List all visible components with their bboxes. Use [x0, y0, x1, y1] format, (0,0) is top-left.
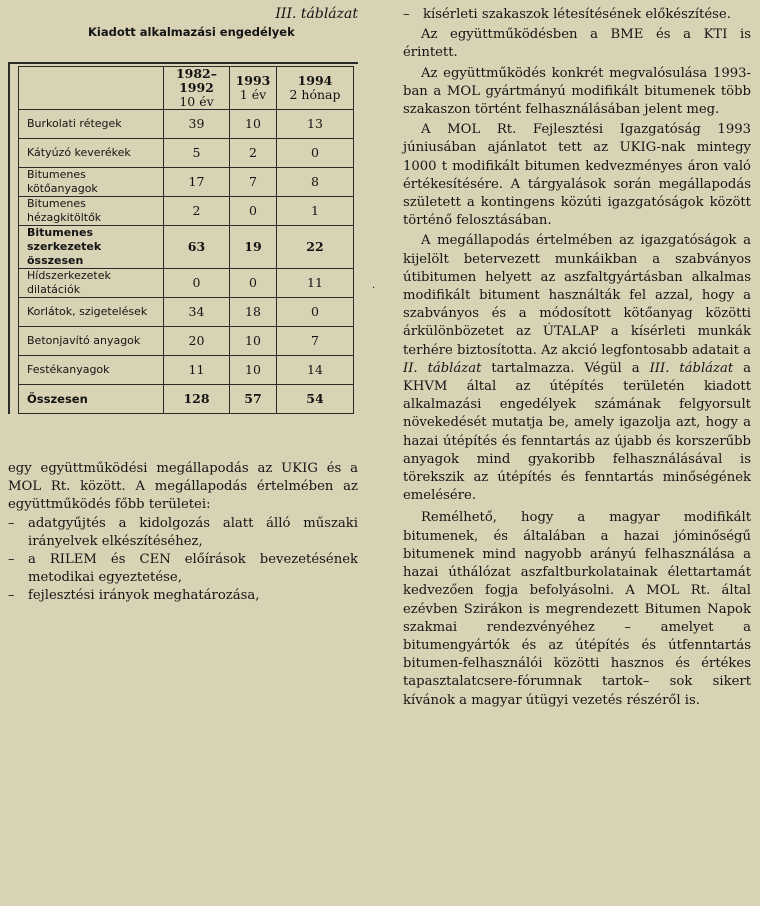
- cell-value: 0: [230, 269, 277, 298]
- cell-value: 5: [164, 139, 230, 168]
- cell-value: 13: [277, 110, 354, 139]
- intro-paragraph: egy együttműködési megállapodás az UKIG és a MOL Rt. között. A megállapodás értelmében az együttműködés főbb területei:: [8, 461, 358, 513]
- header-year: 1982–1992: [175, 66, 218, 95]
- cell-value: 10: [230, 110, 277, 139]
- cell-value: 22: [277, 226, 354, 269]
- paragraph: Remélhető, hogy a magyar modifikált bitumenek, és általában a hazai jóminőségű bitumenek mind nagyobb arányú felhasználása a hazai úthálózat aszfaltburkolatainak élettartamát kedvezően fogja befolyásolni. A MOL Rt. által ezévben Szirákon is megrendezett Bitumen Napok szakmai rendezvényéhez – amelyet a bitumengyártók és az útépítés és útfenntartás bitumen-felhasználói közötti hasznos és értékes tapasztalatcsere-fórumnak tartok– sok sikert kívánok a magyar útügyi vezetés részéről is.: [403, 510, 751, 708]
- table-row: [19, 139, 354, 168]
- table-reference: II. táblázat: [403, 360, 482, 376]
- table-body: [19, 110, 354, 414]
- cell-value: 0: [277, 298, 354, 327]
- cell-value: 0: [277, 139, 354, 168]
- cell-value: 63: [164, 226, 230, 269]
- header-col-1: [164, 67, 230, 110]
- cell-value: 34: [164, 298, 230, 327]
- list-item-text: kísérleti szakaszok létesítésének előkészítése.: [423, 7, 731, 22]
- list-item: – kísérleti szakaszok létesítésének előkészítése.: [403, 6, 751, 24]
- list-item: – adatgyűjtés a kidolgozás alatt álló műszaki irányelvek elkészítéséhez,: [8, 515, 358, 551]
- table-row: [19, 356, 354, 385]
- cell-value: 19: [230, 226, 277, 269]
- row-label: Bitumenes kötőanyagok: [19, 168, 164, 197]
- row-label: Összesen: [19, 385, 164, 414]
- paragraph-text: a KHVM által az útépítés területén kiadott alkalmazási engedélyek számának felgyorsult növekedését mutatja be, amely igazolja azt, hogy a hazai útépítés és fenntartás az újabb és korszerűbb anyagok mind gyakoribb felhasználásával is törekszik az útépítés és fenntartás minőségének emelésére.: [403, 360, 751, 504]
- left-column: [8, 0, 360, 414]
- cell-value: 1: [277, 197, 354, 226]
- cell-value: 10: [230, 327, 277, 356]
- paragraph: A MOL Rt. Fejlesztési Igazgatóság 1993 júniusában ajánlatot tett az UKIG-nak mintegy 1000 t modifikált bitumen kedvezményes áron való értékesítésére. A tárgyalások során megállapodás született a kontingens közúti igazgatóságok között történő felosztásában.: [403, 122, 751, 229]
- cell-value: 7: [277, 327, 354, 356]
- list-item: – a RILEM és CEN előírások bevezetésének metodikai egyeztetése,: [8, 551, 358, 587]
- table-row: [19, 385, 354, 414]
- cell-value: 54: [277, 385, 354, 414]
- row-label: Burkolati rétegek: [19, 110, 164, 139]
- table-frame: [8, 62, 358, 414]
- cell-value: 10: [230, 356, 277, 385]
- stray-mark: ·: [372, 283, 376, 294]
- paragraph: Az együttműködés konkrét megvalósulása 1993-ban a MOL gyártmányú modifikált bitumenek több szakaszon történt felhasználásában jelent meg.: [403, 65, 751, 118]
- row-label: Bitumenes hézagkitöltők: [19, 197, 164, 226]
- table-row: [19, 327, 354, 356]
- cell-value: 57: [230, 385, 277, 414]
- table-reference: III. táblázat: [649, 360, 734, 376]
- cell-value: 128: [164, 385, 230, 414]
- row-label: Bitumenes szerkezetek összesen: [19, 226, 164, 269]
- table-row: [19, 168, 354, 197]
- table-row: [19, 269, 354, 298]
- row-label: Betonjavító anyagok: [19, 327, 164, 356]
- cell-value: 0: [230, 197, 277, 226]
- cell-value: 0: [164, 269, 230, 298]
- list-item-text: adatgyűjtés a kidolgozás alatt álló műszaki irányelvek elkészítéséhez,: [28, 515, 358, 549]
- cell-value: 14: [277, 356, 354, 385]
- header-period: 1 év: [239, 87, 267, 102]
- header-col-3: [277, 67, 354, 110]
- cell-value: 11: [164, 356, 230, 385]
- paragraph-text: tartalmazza. Végül a: [481, 360, 650, 376]
- header-period: 2 hónap: [289, 87, 341, 102]
- cell-value: 7: [230, 168, 277, 197]
- cell-value: 2: [164, 197, 230, 226]
- list-item-text: a RILEM és CEN előírások bevezetésének metodikai egyeztetése,: [28, 552, 358, 586]
- list-item: – fejlesztési irányok meghatározása,: [8, 587, 358, 605]
- header-year: 1994: [297, 73, 333, 88]
- paragraph-text: A megállapodás értelmében az igazgatóságok a kijelölt betervezett munkáikban a szabványos útibitumen helyett az aszfaltgyártásban alkalmas modifikált bitument használták fel azzal, hogy a szabványos és a módosított kötőanyag közötti árkülönbözetet az ÚTALAP a kísérleti munkák terhére biztosította. Az akció legfontosabb adatait a: [403, 233, 751, 358]
- cell-value: 2: [230, 139, 277, 168]
- header-col-2: [230, 67, 277, 110]
- cell-value: 39: [164, 110, 230, 139]
- permits-table: [18, 66, 354, 414]
- header-year: 1993: [235, 73, 271, 88]
- cell-value: 17: [164, 168, 230, 197]
- row-label: Kátyúzó keverékek: [19, 139, 164, 168]
- table-row: [19, 226, 354, 269]
- cell-value: 20: [164, 327, 230, 356]
- paragraph: Az együttműködésben a BME és a KTI is érintett.: [403, 27, 751, 61]
- table-header-row: [19, 67, 354, 110]
- header-period: 10 év: [179, 94, 214, 109]
- row-label: Festékanyagok: [19, 356, 164, 385]
- left-text-block: [8, 460, 358, 606]
- row-label: Hídszerkezetek dilatációk: [19, 269, 164, 298]
- cell-value: 11: [277, 269, 354, 298]
- table-row: [19, 110, 354, 139]
- list-item-text: fejlesztési irányok meghatározása,: [28, 588, 260, 604]
- header-label-cell: [19, 67, 164, 110]
- cell-value: 8: [277, 168, 354, 197]
- table-row: [19, 197, 354, 226]
- row-label: Korlátok, szigetelések: [19, 298, 164, 327]
- cell-value: 18: [230, 298, 277, 327]
- table-number: III. táblázat: [275, 6, 358, 22]
- table-caption: Kiadott alkalmazási engedélyek: [88, 25, 295, 39]
- paragraph: [403, 232, 751, 505]
- right-column: [403, 6, 751, 712]
- table-row: [19, 298, 354, 327]
